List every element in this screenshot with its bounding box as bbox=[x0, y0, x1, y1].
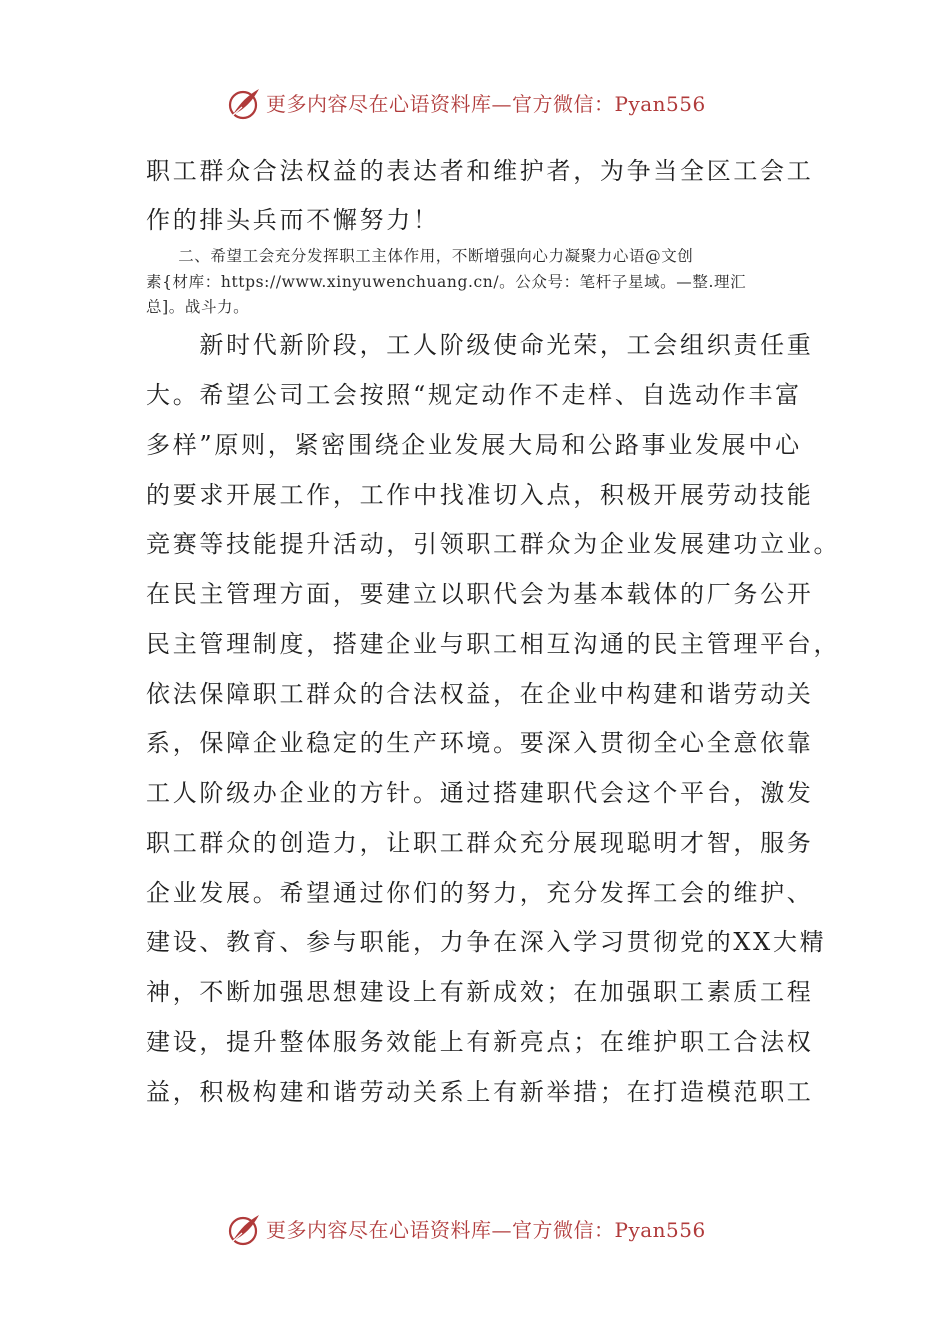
paragraph-line: 依法保障职工群众的合法权益，在企业中构建和谐劳动关 bbox=[146, 680, 814, 708]
header-banner bbox=[0, 84, 950, 124]
paragraph-line: 神，不断加强思想建设上有新成效；在加强职工素质工程 bbox=[146, 978, 814, 1006]
paragraph-line: 企业发展。希望通过你们的努力，充分发挥工会的维护、 bbox=[146, 879, 814, 907]
paragraph-line: 职工群众的创造力，让职工群众充分展现聪明才智，服务 bbox=[146, 829, 814, 857]
feather-pen-logo-icon bbox=[226, 1212, 262, 1248]
paragraph-line: 竞赛等技能提升活动，引领职工群众为企业发展建功立业。 bbox=[146, 530, 841, 558]
paragraph-line: 大。希望公司工会按照“规定动作不走样、自选动作丰富 bbox=[146, 381, 802, 409]
section-heading-line: 素{材库：https://www.xinyuwenchuang.cn/。公众号：笔杆子星域。—整.理汇 bbox=[146, 273, 747, 291]
paragraph-line: 新时代新阶段，工人阶级使命光荣，工会组织责任重 bbox=[146, 331, 814, 359]
banner-text: 更多内容尽在心语资料库—官方微信：Pyan556 bbox=[266, 92, 706, 116]
banner-text: 更多内容尽在心语资料库—官方微信：Pyan556 bbox=[266, 1218, 706, 1242]
text-line: 职工群众合法权益的表达者和维护者，为争当全区工会工 bbox=[146, 157, 814, 185]
section-heading-line: 二、希望工会充分发挥职工主体作用，不断增强向心力凝聚力心语@文创 bbox=[146, 247, 694, 265]
text-line: 作的排头兵而不懈努力！ bbox=[146, 206, 440, 234]
section-heading-line: 总]。战斗力。 bbox=[146, 298, 250, 316]
paragraph-line: 益，积极构建和谐劳动关系上有新举措；在打造模范职工 bbox=[146, 1078, 814, 1106]
paragraph-line: 在民主管理方面，要建立以职代会为基本载体的厂务公开 bbox=[146, 580, 814, 608]
paragraph-line: 系，保障企业稳定的生产环境。要深入贯彻全心全意依靠 bbox=[146, 729, 814, 757]
footer-banner bbox=[0, 1210, 950, 1250]
paragraph-line: 建设、教育、参与职能，力争在深入学习贯彻党的XX大精 bbox=[146, 928, 827, 956]
paragraph-line: 民主管理制度，搭建企业与职工相互沟通的民主管理平台， bbox=[146, 630, 841, 658]
paragraph-line: 建设，提升整体服务效能上有新亮点；在维护职工合法权 bbox=[146, 1028, 814, 1056]
wechat-id: Pyan556 bbox=[614, 1218, 706, 1242]
feather-pen-logo-icon bbox=[226, 86, 262, 122]
paragraph-line: 的要求开展工作，工作中找准切入点，积极开展劳动技能 bbox=[146, 481, 814, 509]
paragraph-line: 工人阶级办企业的方针。通过搭建职代会这个平台，激发 bbox=[146, 779, 814, 807]
wechat-id: Pyan556 bbox=[614, 92, 706, 116]
paragraph-line: 多样”原则，紧密围绕企业发展大局和公路事业发展中心 bbox=[146, 431, 802, 459]
